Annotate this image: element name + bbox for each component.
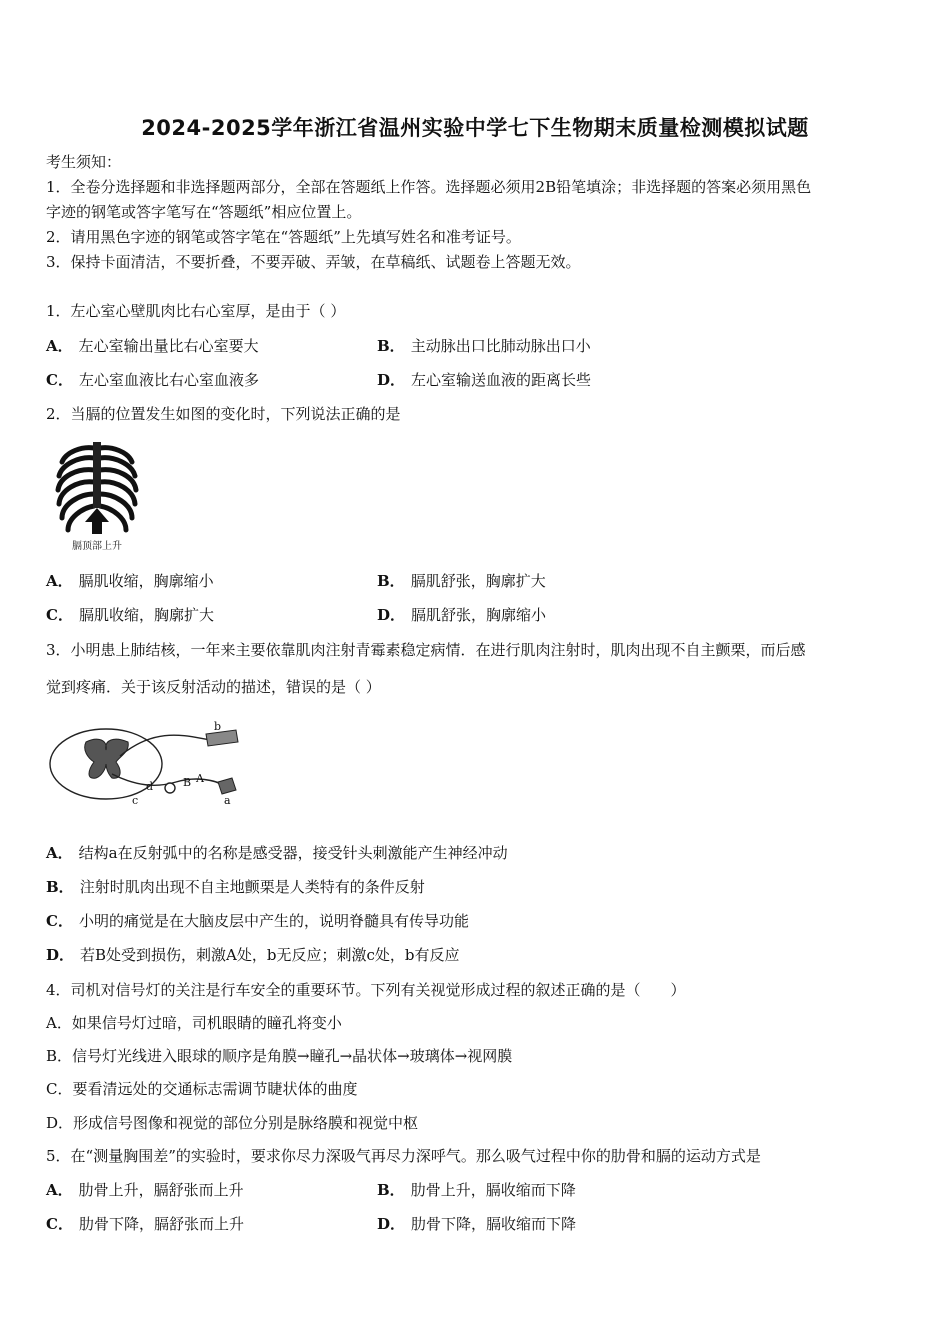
option-letter: C． — [46, 606, 73, 624]
option-text: 小明的痛觉是在大脑皮层中产生的，说明脊髓具有传导功能 — [78, 912, 469, 930]
label-a: a — [224, 794, 231, 807]
option-letter: D． — [377, 371, 406, 389]
q5-option-c[interactable] — [46, 1214, 244, 1234]
q4-option-a[interactable]: A．如果信号灯过暗，司机眼睛的瞳孔将变小 — [46, 1014, 342, 1032]
notice-heading: 考生须知： — [46, 153, 122, 171]
q3-option-d[interactable] — [46, 945, 459, 965]
q4-option-c[interactable]: C．要看清远处的交通标志需调节睫状体的曲度 — [46, 1080, 358, 1098]
option-letter: B． — [377, 572, 405, 590]
notice-item: 1．全卷分选择题和非选择题两部分，全部在答题纸上作答。选择题必须用2B铅笔填涂；非选择题的答案必须用黑色 — [46, 178, 812, 196]
option-letter: C． — [46, 912, 73, 930]
option-text: 膈肌舒张，胸廓扩大 — [410, 572, 546, 590]
page-title: 2024-2025学年浙江省温州实验中学七下生物期末质量检测模拟试题 — [141, 116, 809, 140]
option-letter: D． — [377, 1215, 406, 1233]
q5-option-b[interactable] — [377, 1180, 576, 1200]
reflex-arc-figure — [46, 716, 246, 808]
option-text: 结构a在反射弧中的名称是感受器，接受针头刺激能产生神经冲动 — [78, 844, 508, 862]
q2-option-d[interactable] — [377, 605, 546, 625]
question-4-stem: 4．司机对信号灯的关注是行车安全的重要环节。下列有关视觉形成过程的叙述正确的是（ ） — [46, 981, 686, 999]
option-text: 膈肌舒张，胸廓缩小 — [411, 606, 547, 624]
option-letter: B． — [377, 337, 405, 355]
q3-option-a[interactable] — [46, 843, 508, 863]
option-text: 膈肌收缩，胸廓扩大 — [78, 606, 214, 624]
option-text: 若B处受到损伤，刺激A处，b无反应；刺激c处，b有反应 — [80, 946, 460, 964]
ribcage-figure — [52, 438, 142, 554]
q5-option-a[interactable] — [46, 1180, 244, 1200]
q3-option-c[interactable] — [46, 911, 469, 931]
label-A: A — [196, 772, 204, 785]
option-text: 肋骨下降，膈收缩而下降 — [411, 1215, 577, 1233]
option-text: 肋骨上升，膈收缩而下降 — [410, 1181, 576, 1199]
option-text: 肋骨上升，膈舒张而上升 — [78, 1181, 244, 1199]
q1-option-b[interactable] — [377, 336, 591, 356]
option-letter: C． — [46, 1215, 73, 1233]
option-letter: A． — [46, 1181, 73, 1199]
label-d: d — [146, 780, 154, 793]
notice-item: 字迹的钢笔或答字笔写在“答题纸”相应位置上。 — [46, 203, 362, 221]
option-text: 左心室血液比右心室血液多 — [78, 371, 259, 389]
option-letter: D． — [46, 946, 75, 964]
question-3-stem: 觉到疼痛．关于该反射活动的描述，错误的是（ ） — [46, 678, 381, 696]
notice-item: 3．保持卡面清洁，不要折叠，不要弄破、弄皱，在草稿纸、试题卷上答题无效。 — [46, 253, 581, 271]
label-B: B — [183, 776, 192, 789]
q4-option-b[interactable]: B．信号灯光线进入眼球的顺序是角膜→瞳孔→晶状体→玻璃体→视网膜 — [46, 1047, 513, 1065]
question-5-stem: 5．在“测量胸围差”的实验时，要求你尽力深吸气再尽力深呼气。那么吸气过程中你的肋骨和膈的运动方式是 — [46, 1147, 761, 1165]
option-text: 肋骨下降，膈舒张而上升 — [78, 1215, 244, 1233]
q1-option-d[interactable] — [377, 370, 591, 390]
question-3-stem: 3．小明患上肺结核，一年来主要依靠肌肉注射青霉素稳定病情．在进行肌肉注射时，肌肉出现不自主颤栗，而后感 — [46, 641, 806, 659]
q1-option-c[interactable] — [46, 370, 259, 390]
option-text: 左心室输出量比右心室要大 — [78, 337, 259, 355]
option-letter: A． — [46, 337, 73, 355]
notice-item: 2．请用黑色字迹的钢笔或答字笔在“答题纸”上先填写姓名和准考证号。 — [46, 228, 521, 246]
q3-option-b[interactable] — [46, 877, 425, 897]
q2-option-b[interactable] — [377, 571, 546, 591]
q4-option-d[interactable]: D．形成信号图像和视觉的部位分别是脉络膜和视觉中枢 — [46, 1114, 419, 1132]
figure-caption: 膈顶部上升 — [72, 541, 122, 552]
option-letter: D． — [377, 606, 406, 624]
option-letter: B． — [46, 878, 74, 896]
label-b: b — [214, 720, 222, 733]
option-text: 膈肌收缩，胸廓缩小 — [78, 572, 214, 590]
option-letter: B． — [377, 1181, 405, 1199]
q5-option-d[interactable] — [377, 1214, 576, 1234]
option-text: 注射时肌肉出现不自主地颤栗是人类特有的条件反射 — [79, 878, 425, 896]
q2-option-a[interactable] — [46, 571, 214, 591]
label-c: c — [132, 794, 139, 807]
question-2-stem: 2．当膈的位置发生如图的变化时，下列说法正确的是 — [46, 405, 401, 423]
option-text: 左心室输送血液的距离长些 — [411, 371, 592, 389]
q2-option-c[interactable] — [46, 605, 214, 625]
question-1-stem: 1．左心室心壁肌肉比右心室厚，是由于（ ） — [46, 302, 346, 320]
option-text: 主动脉出口比肺动脉出口小 — [410, 337, 591, 355]
option-letter: C． — [46, 371, 73, 389]
option-letter: A． — [46, 572, 73, 590]
q1-option-a[interactable] — [46, 336, 259, 356]
option-letter: A． — [46, 844, 73, 862]
